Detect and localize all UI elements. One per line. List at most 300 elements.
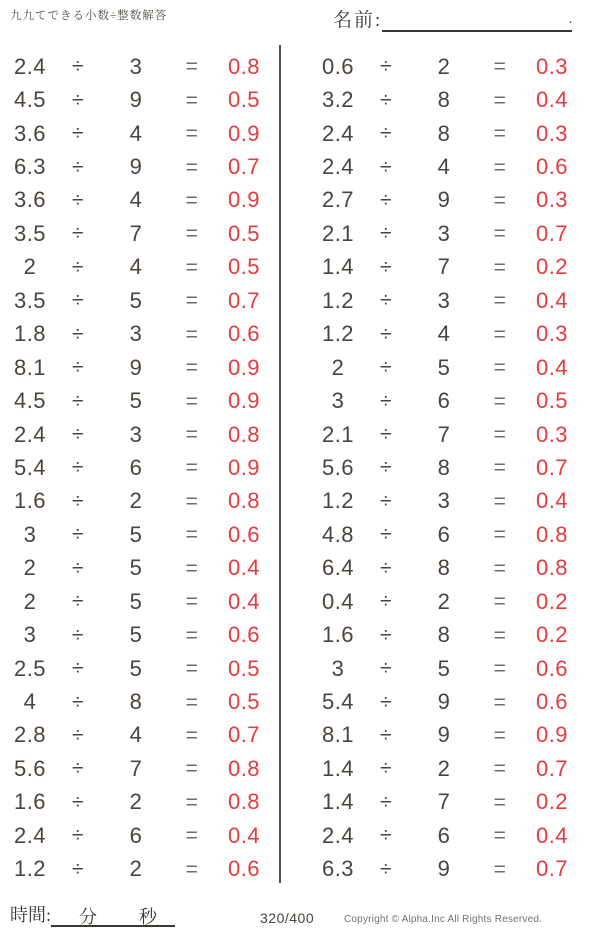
divisor: 6 <box>129 454 143 480</box>
problem-row <box>316 150 580 183</box>
problem-row <box>316 652 580 685</box>
divisor: 6 <box>437 822 451 848</box>
equals-sign: = <box>493 456 507 480</box>
problem-row <box>316 853 580 886</box>
dividend: 2.4 <box>321 154 355 180</box>
dividend: 1.4 <box>321 254 355 280</box>
divide-sign: ÷ <box>379 590 393 614</box>
dividend: 5.6 <box>13 755 47 781</box>
divisor: 8 <box>437 555 451 581</box>
divide-sign: ÷ <box>71 188 85 212</box>
answer: 0.6 <box>535 689 569 715</box>
equals-sign: = <box>185 188 199 212</box>
divide-sign: ÷ <box>71 824 85 848</box>
divide-sign: ÷ <box>379 88 393 112</box>
answer: 0.5 <box>227 689 261 715</box>
problem-row <box>8 284 280 317</box>
equals-sign: = <box>185 322 199 346</box>
answer: 0.8 <box>227 755 261 781</box>
dividend: 3 <box>331 388 345 414</box>
equals-sign: = <box>185 55 199 79</box>
divide-sign: ÷ <box>71 389 85 413</box>
dividend: 1.2 <box>321 321 355 347</box>
problem-row <box>8 585 280 618</box>
divide-sign: ÷ <box>379 723 393 747</box>
problem-row <box>8 819 280 852</box>
answer: 0.8 <box>227 53 261 79</box>
equals-sign: = <box>493 523 507 547</box>
divisor: 5 <box>437 354 451 380</box>
answer: 0.8 <box>535 521 569 547</box>
answer: 0.8 <box>227 421 261 447</box>
divide-sign: ÷ <box>379 188 393 212</box>
divide-sign: ÷ <box>71 623 85 647</box>
answer: 0.6 <box>535 154 569 180</box>
answer: 0.9 <box>227 120 261 146</box>
divide-sign: ÷ <box>379 790 393 814</box>
answer: 0.8 <box>227 488 261 514</box>
divisor: 4 <box>437 154 451 180</box>
divide-sign: ÷ <box>71 456 85 480</box>
answer: 0.7 <box>535 220 569 246</box>
name-input-line[interactable]: . <box>382 10 572 32</box>
equals-sign: = <box>493 322 507 346</box>
dividend: 2.8 <box>13 722 47 748</box>
equals-sign: = <box>493 255 507 279</box>
answer: 0.4 <box>227 822 261 848</box>
equals-sign: = <box>493 623 507 647</box>
problem-row <box>8 418 280 451</box>
answer: 0.2 <box>535 588 569 614</box>
divide-sign: ÷ <box>71 322 85 346</box>
problems-column-right <box>280 50 580 886</box>
dividend: 1.6 <box>321 622 355 648</box>
divisor: 9 <box>437 722 451 748</box>
problem-row <box>316 819 580 852</box>
answer: 0.3 <box>535 53 569 79</box>
equals-sign: = <box>493 790 507 814</box>
problem-row <box>316 384 580 417</box>
dividend: 2.1 <box>321 220 355 246</box>
divisor: 2 <box>129 488 143 514</box>
divisor: 2 <box>437 755 451 781</box>
dividend: 6.3 <box>321 856 355 882</box>
equals-sign: = <box>185 489 199 513</box>
problem-row <box>316 418 580 451</box>
answer: 0.2 <box>535 254 569 280</box>
divide-sign: ÷ <box>379 423 393 447</box>
problem-row <box>8 83 280 116</box>
answer: 0.9 <box>227 454 261 480</box>
answer: 0.8 <box>227 789 261 815</box>
dividend: 2.4 <box>13 421 47 447</box>
problems-grid <box>0 50 600 886</box>
divide-sign: ÷ <box>71 88 85 112</box>
divisor: 9 <box>437 187 451 213</box>
equals-sign: = <box>185 389 199 413</box>
answer: 0.7 <box>535 856 569 882</box>
answer: 0.6 <box>227 321 261 347</box>
equals-sign: = <box>185 456 199 480</box>
problem-row <box>8 217 280 250</box>
divide-sign: ÷ <box>71 255 85 279</box>
divide-sign: ÷ <box>379 690 393 714</box>
divide-sign: ÷ <box>71 55 85 79</box>
divisor: 8 <box>437 87 451 113</box>
dividend: 2.4 <box>13 53 47 79</box>
dividend: 4.5 <box>13 388 47 414</box>
equals-sign: = <box>493 188 507 212</box>
divide-sign: ÷ <box>379 255 393 279</box>
answer: 0.3 <box>535 421 569 447</box>
dividend: 8.1 <box>321 722 355 748</box>
divisor: 9 <box>129 354 143 380</box>
answer: 0.7 <box>227 722 261 748</box>
dividend: 2.4 <box>321 822 355 848</box>
divide-sign: ÷ <box>379 289 393 313</box>
dividend: 2.4 <box>13 822 47 848</box>
divisor: 7 <box>129 220 143 246</box>
problem-row <box>8 150 280 183</box>
divisor: 4 <box>129 254 143 280</box>
problem-row <box>316 685 580 718</box>
dividend: 4.5 <box>13 87 47 113</box>
copyright-text: Copyright © Alpha.Inc All Rights Reserved. <box>344 914 543 925</box>
dividend: 3.2 <box>321 87 355 113</box>
equals-sign: = <box>185 690 199 714</box>
time-input-line[interactable] <box>51 903 175 927</box>
dividend: 6.4 <box>321 555 355 581</box>
answer: 0.5 <box>227 254 261 280</box>
dividend: 5.4 <box>321 689 355 715</box>
divide-sign: ÷ <box>379 824 393 848</box>
divisor: 7 <box>129 755 143 781</box>
divide-sign: ÷ <box>71 790 85 814</box>
divisor: 9 <box>437 856 451 882</box>
divisor: 5 <box>437 655 451 681</box>
divide-sign: ÷ <box>379 657 393 681</box>
equals-sign: = <box>493 222 507 246</box>
problem-row <box>8 351 280 384</box>
divisor: 9 <box>437 689 451 715</box>
equals-sign: = <box>185 289 199 313</box>
divide-sign: ÷ <box>71 155 85 179</box>
problem-row <box>316 184 580 217</box>
dividend: 0.4 <box>321 588 355 614</box>
time-field <box>10 901 175 927</box>
dividend: 8.1 <box>13 354 47 380</box>
divisor: 8 <box>129 689 143 715</box>
divide-sign: ÷ <box>379 55 393 79</box>
equals-sign: = <box>493 155 507 179</box>
divide-sign: ÷ <box>379 489 393 513</box>
answer: 0.9 <box>227 187 261 213</box>
divide-sign: ÷ <box>379 389 393 413</box>
problem-row <box>8 251 280 284</box>
divisor: 2 <box>437 588 451 614</box>
problem-row <box>316 518 580 551</box>
divisor: 5 <box>129 521 143 547</box>
divisor: 8 <box>437 454 451 480</box>
divisor: 5 <box>129 655 143 681</box>
problem-row <box>316 83 580 116</box>
divide-sign: ÷ <box>71 423 85 447</box>
equals-sign: = <box>185 790 199 814</box>
dividend: 2 <box>23 588 37 614</box>
divide-sign: ÷ <box>379 322 393 346</box>
equals-sign: = <box>185 423 199 447</box>
problem-row <box>8 853 280 886</box>
equals-sign: = <box>493 55 507 79</box>
divide-sign: ÷ <box>71 356 85 380</box>
divisor: 6 <box>437 388 451 414</box>
problem-row <box>316 351 580 384</box>
dividend: 4 <box>23 689 37 715</box>
divisor: 3 <box>437 287 451 313</box>
equals-sign: = <box>493 356 507 380</box>
divide-sign: ÷ <box>379 623 393 647</box>
divide-sign: ÷ <box>379 757 393 781</box>
dividend: 5.6 <box>321 454 355 480</box>
dividend: 3.5 <box>13 287 47 313</box>
equals-sign: = <box>185 356 199 380</box>
answer: 0.7 <box>227 154 261 180</box>
problem-row <box>8 652 280 685</box>
seconds-label: 秒 <box>139 907 158 927</box>
divide-sign: ÷ <box>71 556 85 580</box>
dividend: 3 <box>331 655 345 681</box>
equals-sign: = <box>185 657 199 681</box>
problems-column-left <box>0 50 280 886</box>
equals-sign: = <box>493 556 507 580</box>
answer: 0.3 <box>535 321 569 347</box>
divisor: 4 <box>437 321 451 347</box>
dividend: 1.4 <box>321 789 355 815</box>
equals-sign: = <box>493 690 507 714</box>
answer: 0.6 <box>535 655 569 681</box>
dividend: 3 <box>23 622 37 648</box>
equals-sign: = <box>493 824 507 848</box>
problem-row <box>316 50 580 83</box>
divisor: 8 <box>437 622 451 648</box>
equals-sign: = <box>493 590 507 614</box>
answer: 0.7 <box>227 287 261 313</box>
equals-sign: = <box>493 289 507 313</box>
answer: 0.4 <box>227 588 261 614</box>
divide-sign: ÷ <box>379 155 393 179</box>
page-title: 九九てできる小数÷整数解答 <box>10 10 168 22</box>
name-label: 名前: <box>333 10 383 31</box>
divisor: 5 <box>129 388 143 414</box>
divide-sign: ÷ <box>71 757 85 781</box>
equals-sign: = <box>493 723 507 747</box>
answer: 0.4 <box>535 287 569 313</box>
equals-sign: = <box>493 757 507 781</box>
time-label: 時間: <box>10 905 52 925</box>
answer: 0.4 <box>535 488 569 514</box>
equals-sign: = <box>185 155 199 179</box>
answer: 0.4 <box>535 87 569 113</box>
page-number: 320/400 <box>260 910 315 926</box>
divisor: 8 <box>437 120 451 146</box>
dividend: 2.5 <box>13 655 47 681</box>
dividend: 3.5 <box>13 220 47 246</box>
dividend: 2 <box>331 354 345 380</box>
divisor: 6 <box>437 521 451 547</box>
equals-sign: = <box>185 757 199 781</box>
dividend: 3.6 <box>13 187 47 213</box>
divisor: 3 <box>129 53 143 79</box>
equals-sign: = <box>185 590 199 614</box>
dividend: 4.8 <box>321 521 355 547</box>
dividend: 2.4 <box>321 120 355 146</box>
dividend: 1.6 <box>13 488 47 514</box>
divisor: 5 <box>129 588 143 614</box>
answer: 0.9 <box>227 388 261 414</box>
divisor: 4 <box>129 187 143 213</box>
answer: 0.9 <box>227 354 261 380</box>
divide-sign: ÷ <box>379 556 393 580</box>
answer: 0.3 <box>535 187 569 213</box>
problem-row <box>8 618 280 651</box>
problem-row <box>316 251 580 284</box>
equals-sign: = <box>493 88 507 112</box>
divide-sign: ÷ <box>71 289 85 313</box>
answer: 0.8 <box>535 555 569 581</box>
divide-sign: ÷ <box>71 690 85 714</box>
problem-row <box>316 752 580 785</box>
problem-row <box>8 485 280 518</box>
equals-sign: = <box>185 222 199 246</box>
answer: 0.6 <box>227 622 261 648</box>
divisor: 6 <box>129 822 143 848</box>
equals-sign: = <box>185 523 199 547</box>
answer: 0.7 <box>535 454 569 480</box>
divisor: 3 <box>437 488 451 514</box>
problem-row <box>316 117 580 150</box>
divisor: 5 <box>129 555 143 581</box>
divide-sign: ÷ <box>379 356 393 380</box>
dividend: 3.6 <box>13 120 47 146</box>
divide-sign: ÷ <box>379 222 393 246</box>
divide-sign: ÷ <box>71 222 85 246</box>
divide-sign: ÷ <box>379 523 393 547</box>
problem-row <box>8 552 280 585</box>
divisor: 4 <box>129 120 143 146</box>
divisor: 4 <box>129 722 143 748</box>
minutes-label: 分 <box>79 907 98 927</box>
problem-row <box>8 719 280 752</box>
divide-sign: ÷ <box>71 657 85 681</box>
problem-row <box>316 786 580 819</box>
equals-sign: = <box>493 657 507 681</box>
divide-sign: ÷ <box>71 523 85 547</box>
answer: 0.2 <box>535 789 569 815</box>
dividend: 6.3 <box>13 154 47 180</box>
equals-sign: = <box>493 857 507 881</box>
equals-sign: = <box>185 88 199 112</box>
problem-row <box>8 384 280 417</box>
divisor: 9 <box>129 154 143 180</box>
problem-row <box>8 318 280 351</box>
answer: 0.3 <box>535 120 569 146</box>
problem-row <box>316 585 580 618</box>
divisor: 2 <box>437 53 451 79</box>
divisor: 7 <box>437 789 451 815</box>
divide-sign: ÷ <box>71 122 85 146</box>
dividend: 1.4 <box>321 755 355 781</box>
answer: 0.6 <box>227 856 261 882</box>
answer: 0.6 <box>227 521 261 547</box>
divisor: 5 <box>129 622 143 648</box>
divisor: 2 <box>129 856 143 882</box>
divisor: 3 <box>129 321 143 347</box>
problem-row <box>8 117 280 150</box>
divisor: 2 <box>129 789 143 815</box>
problem-row <box>8 685 280 718</box>
answer: 0.5 <box>535 388 569 414</box>
equals-sign: = <box>185 255 199 279</box>
problem-row <box>316 485 580 518</box>
answer: 0.7 <box>535 755 569 781</box>
problem-row <box>316 217 580 250</box>
answer: 0.2 <box>535 622 569 648</box>
problem-row <box>8 50 280 83</box>
answer: 0.5 <box>227 655 261 681</box>
dividend: 1.8 <box>13 321 47 347</box>
divide-sign: ÷ <box>379 857 393 881</box>
equals-sign: = <box>493 389 507 413</box>
dividend: 3 <box>23 521 37 547</box>
divide-sign: ÷ <box>379 456 393 480</box>
problem-row <box>316 318 580 351</box>
divisor: 3 <box>437 220 451 246</box>
problem-row <box>316 284 580 317</box>
divide-sign: ÷ <box>379 122 393 146</box>
answer: 0.4 <box>535 822 569 848</box>
equals-sign: = <box>185 824 199 848</box>
divisor: 3 <box>129 421 143 447</box>
divide-sign: ÷ <box>71 489 85 513</box>
divisor: 7 <box>437 421 451 447</box>
divisor: 9 <box>129 87 143 113</box>
dividend: 0.6 <box>321 53 355 79</box>
equals-sign: = <box>493 489 507 513</box>
equals-sign: = <box>493 122 507 146</box>
dividend: 2 <box>23 254 37 280</box>
equals-sign: = <box>493 423 507 447</box>
problem-row <box>8 786 280 819</box>
answer: 0.5 <box>227 220 261 246</box>
answer: 0.9 <box>535 722 569 748</box>
problem-row <box>8 518 280 551</box>
problem-row <box>316 618 580 651</box>
problem-row <box>316 552 580 585</box>
answer: 0.5 <box>227 87 261 113</box>
dividend: 1.6 <box>13 789 47 815</box>
equals-sign: = <box>185 723 199 747</box>
dividend: 2.7 <box>321 187 355 213</box>
problem-row <box>316 451 580 484</box>
problem-row <box>316 719 580 752</box>
divide-sign: ÷ <box>71 857 85 881</box>
equals-sign: = <box>185 857 199 881</box>
equals-sign: = <box>185 556 199 580</box>
problem-row <box>8 184 280 217</box>
divisor: 5 <box>129 287 143 313</box>
equals-sign: = <box>185 122 199 146</box>
answer: 0.4 <box>227 555 261 581</box>
